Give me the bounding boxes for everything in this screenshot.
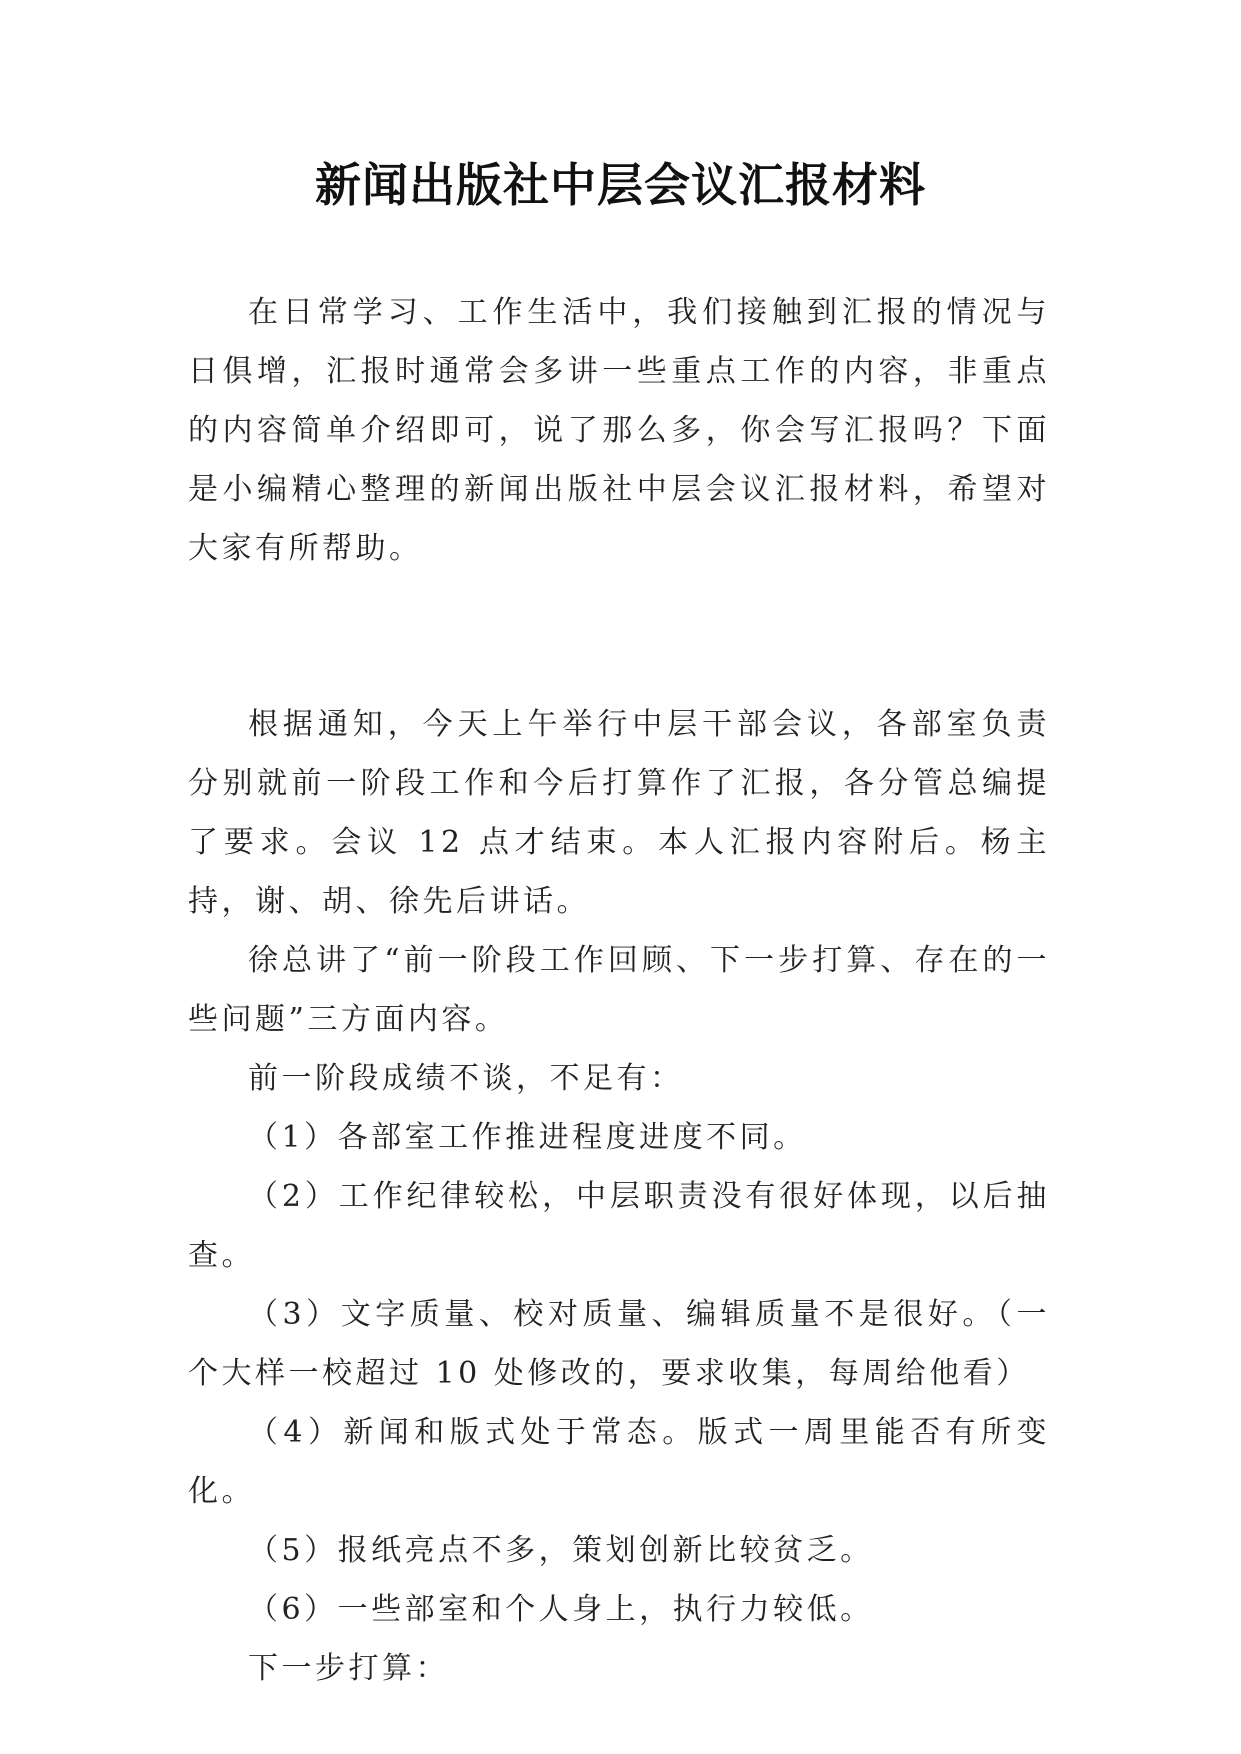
next-steps-heading: 下一步打算： bbox=[248, 1651, 449, 1686]
document-title: 新闻出版社中层会议汇报材料 bbox=[315, 158, 926, 212]
list-item-4: （4）新闻和版式处于常态。版式一周里能否有所变化。 bbox=[188, 1415, 1050, 1509]
list-item-5: （5）报纸亮点不多，策划创新比较贫乏。 bbox=[248, 1533, 874, 1568]
paragraph-spacer bbox=[188, 578, 1050, 695]
list-item-6: （6）一些部室和个人身上，执行力较低。 bbox=[248, 1592, 874, 1627]
list-item-2: （2）工作纪律较松，中层职责没有很好体现，以后抽查。 bbox=[188, 1179, 1050, 1273]
intro-paragraph: 在日常学习、工作生活中，我们接触到汇报的情况与日俱增，汇报时通常会多讲一些重点工作的内容，非重点的内容简单介绍即可，说了那么多，你会写汇报吗？下面是小编精心整理的新闻出版社中层会议汇报材料，希望对大家有所帮助。 bbox=[188, 295, 1050, 566]
meeting-notice-paragraph: 根据通知，今天上午举行中层干部会议，各部室负责分别就前一阶段工作和今后打算作了汇报，各分管总编提了要求。会议 12 点才结束。本人汇报内容附后。杨主持，谢、胡、徐先后讲话。 bbox=[188, 707, 1050, 919]
list-item-3: （3）文字质量、校对质量、编辑质量不是很好。（一个大样一校超过 10 处修改的，要求收集，每周给他看） bbox=[188, 1297, 1050, 1391]
list-item-1: （1）各部室工作推进程度进度不同。 bbox=[248, 1120, 807, 1155]
xu-speech-paragraph: 徐总讲了“前一阶段工作回顾、下一步打算、存在的一些问题”三方面内容。 bbox=[188, 943, 1050, 1037]
shortcomings-heading: 前一阶段成绩不谈，不足有： bbox=[248, 1061, 684, 1096]
document-body bbox=[188, 283, 1050, 1698]
